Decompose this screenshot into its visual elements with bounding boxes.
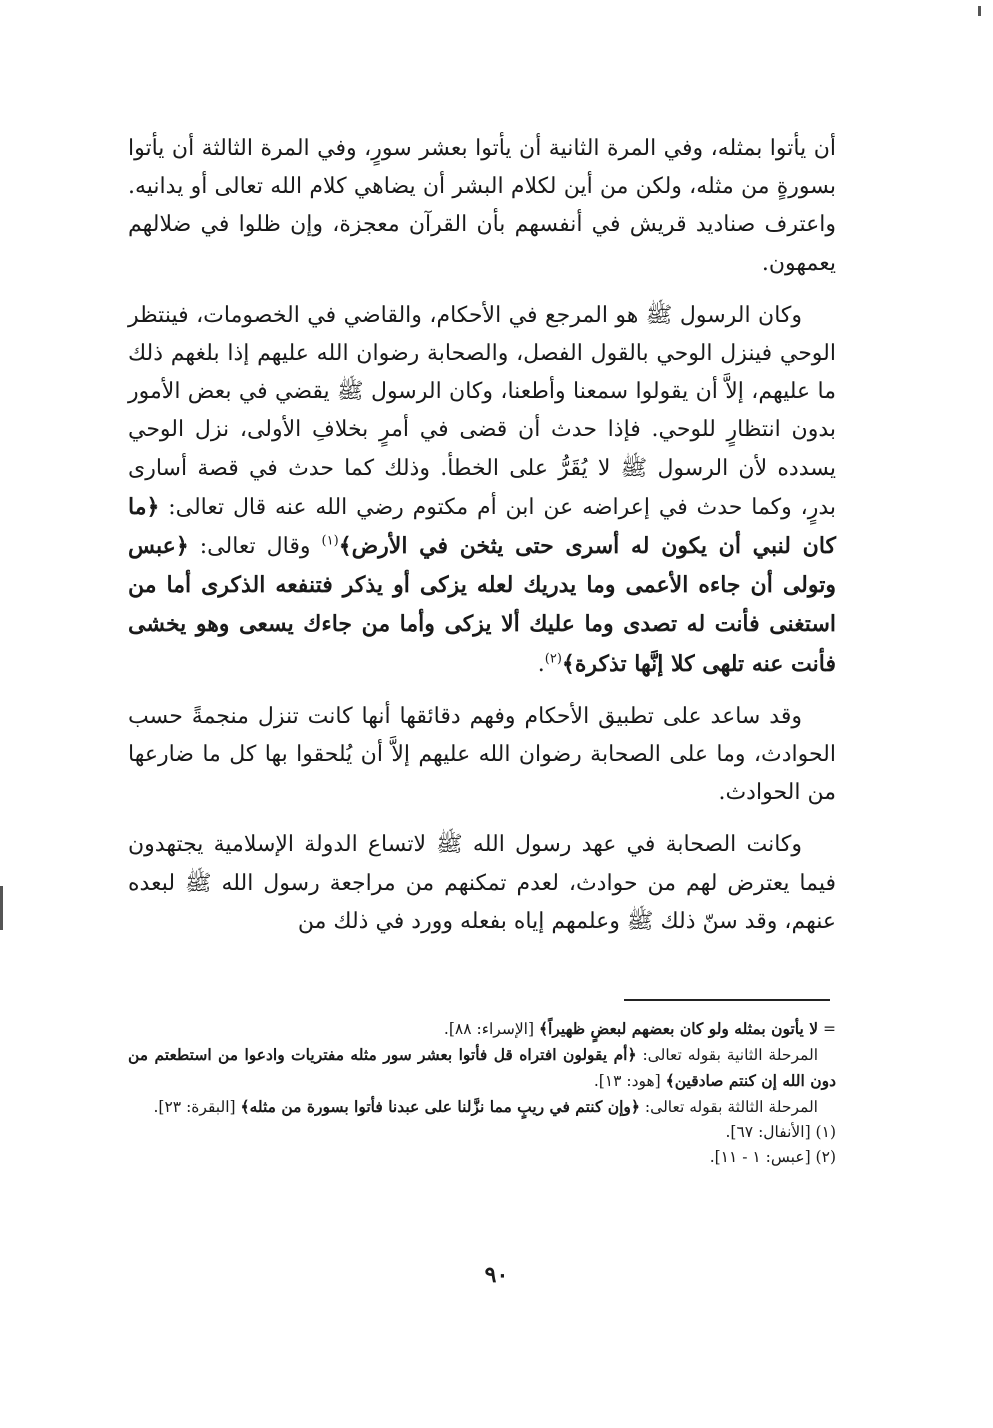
- quran-verse-text: ﴿ما كان لنبي أن يكون له أسرى حتى يثخن في الأرض﴾: [128, 493, 836, 560]
- footnote-reference: (١): [321, 533, 339, 549]
- text-segment: [البقرة: ٢٣].: [153, 1098, 241, 1116]
- quran-verse-text: ﴿عبس وتولى أن جاءه الأعمى وما يدريك لعله يزكى أو يذكر فتنفعه الذكرى أما من استغنى فأنت له تصدى وما عليك ألا يزكى وأما من جاءك يسعى وهو يخشى فأنت عنه تلهى كلا إنَّها تذكرة﴾: [128, 533, 836, 677]
- footnote-reference: (٢): [544, 651, 562, 667]
- paragraph: [128, 297, 836, 684]
- text-segment: (٢) [عبس: ١ - ١١].: [709, 1148, 836, 1166]
- footnote-entry: [128, 1042, 836, 1094]
- footnote-entry: [128, 1120, 836, 1145]
- text-segment: وقال تعالى:: [188, 534, 322, 560]
- text-segment: (١) [الأنفال: ٦٧].: [725, 1123, 836, 1141]
- paragraph: [128, 130, 836, 283]
- scan-artifact-mark: [978, 6, 981, 16]
- main-text: [128, 130, 836, 955]
- text-segment: المرحلة الثالثة بقوله تعالى:: [640, 1098, 818, 1116]
- text-segment: أن يأتوا بمثله، وفي المرة الثانية أن يأتوا بعشر سورٍ، وفي المرة الثالثة أن يأتوا بسورةٍ من مثله، ولكن من أين لكلام البشر أن يضاهي كلام الله تعالى أو يدانيه. واعترف صناديد قريش في أنفسهم بأن القرآن معجزة، وإن ظلوا في ضلالهم يعمهون.: [128, 136, 836, 276]
- text-segment: وكانت الصحابة في عهد رسول الله ﷺ لاتساع الدولة الإسلامية يجتهدون فيما يعترض لهم من حوادث، لعدم تمكنهم من مراجعة رسول الله ﷺ لبعده عنهم، وقد سنّ ذلك ﷺ وعلمهم إياه بفعله وورد في ذلك من: [128, 832, 836, 934]
- text-segment: .: [537, 651, 545, 677]
- text-segment: وقد ساعد على تطبيق الأحكام وفهم دقائقها أنها كانت تنزل منجمةً حسب الحوادث، وما على الصحابة رضوان الله عليهم إلاَّ أن يُلحقوا بها كل ما ضارعها من الحوادث.: [128, 703, 836, 806]
- scan-artifact-mark: [0, 886, 3, 930]
- page-number: ٩٠: [484, 1262, 509, 1288]
- footnote-continued: [128, 1016, 836, 1042]
- footnotes: [128, 1016, 836, 1170]
- text-segment: المرحلة الثانية بقوله تعالى:: [636, 1046, 818, 1064]
- paragraph: [128, 826, 836, 941]
- footnote-separator: [624, 999, 830, 1001]
- text-segment: =: [818, 1020, 836, 1038]
- footnote-entry: [128, 1145, 836, 1170]
- text-segment: وكان الرسول ﷺ هو المرجع في الأحكام، والقاضي في الخصومات، فينتظر الوحي فينزل الوحي بالقول الفصل، والصحابة رضوان الله عليهم إذا بلغهم ذلك ما عليهم، إلاَّ أن يقولوا سمعنا وأطعنا، وكان الرسول ﷺ يقضي في بعض الأمور بدون انتظارٍ للوحي. فإذا حدث أن قضى في أمرٍ بخلافِ الأولى، نزل الوحي يسدده لأن الرسول ﷺ لا يُقَرُّ على الخطأ. وذلك كما حدث في قصة أسارى بدرٍ، وكما حدث في إعراضه عن ابن أم مكتوم رضي الله عنه قال تعالى:: [128, 302, 836, 520]
- quran-verse-text: ﴿وإن كنتم في ريبٍ مما نزَّلنا على عبدنا فأتوا بسورة من مثله﴾: [240, 1097, 640, 1116]
- paragraph: [128, 698, 836, 813]
- text-segment: [هود: ١٣].: [593, 1072, 666, 1090]
- footnote-entry: [128, 1094, 836, 1120]
- quran-verse-text: لا يأتون بمثله ولو كان بعضهم لبعضٍ ظهيراً﴾: [538, 1019, 819, 1038]
- text-segment: [الإسراء: ٨٨].: [443, 1020, 539, 1038]
- quran-verse-text: ﴿أم يقولون افتراه قل فأتوا بعشر سور مثله مفتريات وادعوا من استطعتم من دون الله إن كنتم صادقين﴾: [128, 1045, 836, 1090]
